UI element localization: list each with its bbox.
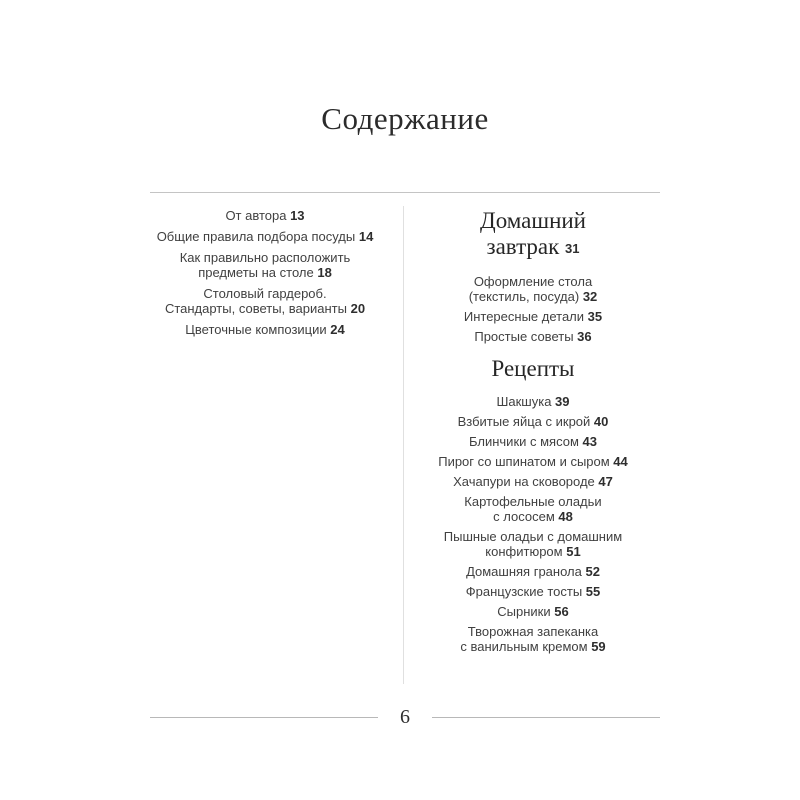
toc-line: От автора 13 <box>225 208 305 223</box>
toc-entry <box>145 250 385 280</box>
toc-page-number: 59 <box>591 639 606 654</box>
footer <box>150 706 660 728</box>
toc-line: Пышные оладьи с домашним <box>443 529 623 544</box>
section-heading <box>413 208 653 262</box>
page-title: Содержание <box>321 100 489 136</box>
toc-line: Домашний <box>480 208 586 233</box>
page-number: 6 <box>400 706 410 728</box>
toc-page-number: 13 <box>290 208 305 223</box>
toc-entry <box>413 604 653 619</box>
toc-page-number: 47 <box>598 474 613 489</box>
column-divider <box>403 206 404 684</box>
toc-page-number: 39 <box>555 394 570 409</box>
toc-line: Общие правила подбора посуды 14 <box>156 229 374 244</box>
toc-line: завтрак 31 <box>486 234 580 259</box>
toc-entry <box>145 286 385 316</box>
footer-rule-right <box>432 717 660 718</box>
toc-line: Творожная запеканка <box>467 624 599 639</box>
toc-page-number: 18 <box>317 265 332 280</box>
footer-rule-left <box>150 717 378 718</box>
toc-entry <box>413 329 653 344</box>
toc-entry <box>413 274 653 304</box>
toc-line: Шакшука 39 <box>496 394 570 409</box>
toc-line: с лососем 48 <box>493 509 573 524</box>
toc-entry <box>413 434 653 449</box>
toc-line: Сырники 56 <box>497 604 569 619</box>
toc-page-number: 14 <box>358 229 374 244</box>
toc-entry <box>413 529 653 559</box>
left-column <box>145 208 385 343</box>
toc-page-number: 52 <box>585 564 600 579</box>
toc-entry <box>413 309 653 324</box>
toc-entry <box>413 474 653 489</box>
toc-line: Стандарты, советы, варианты 20 <box>164 301 366 316</box>
toc-entry <box>413 494 653 524</box>
toc-page-number: 56 <box>554 604 569 619</box>
toc-entry <box>413 624 653 654</box>
toc-page-number: 55 <box>585 584 601 599</box>
toc-line: Простые советы 36 <box>474 329 592 344</box>
toc-entry <box>413 454 653 469</box>
toc-page-number: 43 <box>582 434 597 449</box>
toc-page-number: 24 <box>330 322 345 337</box>
toc-line: Рецепты <box>491 356 575 381</box>
toc-line: Как правильно расположить <box>179 250 351 265</box>
toc-page-number: 20 <box>350 301 366 316</box>
toc-entry <box>413 564 653 579</box>
toc-entry <box>413 394 653 409</box>
toc-line: Интересные детали 35 <box>463 309 603 324</box>
toc-line: Домашняя гранола 52 <box>466 564 600 579</box>
toc-line: Картофельные оладьи <box>464 494 602 509</box>
toc-page-number: 36 <box>577 329 592 344</box>
toc-line: (текстиль, посуда) 32 <box>468 289 598 304</box>
right-column <box>413 202 653 659</box>
toc-entry <box>145 208 385 223</box>
toc-line: Цветочные композиции 24 <box>185 322 345 337</box>
toc-page-number: 51 <box>566 544 581 559</box>
toc-page-number: 35 <box>587 309 603 324</box>
toc-entry <box>413 414 653 429</box>
toc-line: Столовый гардероб. <box>203 286 327 301</box>
toc-line: предметы на столе 18 <box>198 265 332 280</box>
toc-page-number: 32 <box>582 289 598 304</box>
toc-entry <box>145 322 385 337</box>
top-rule <box>150 192 660 193</box>
toc-entry <box>145 229 385 244</box>
toc-line: Оформление стола <box>473 274 593 289</box>
toc-page-number: 40 <box>593 414 609 429</box>
toc-line: Французские тосты 55 <box>465 584 601 599</box>
toc-line: Взбитые яйца с икрой 40 <box>457 414 609 429</box>
toc-line: конфитюром 51 <box>485 544 581 559</box>
toc-page-number: 31 <box>565 241 580 256</box>
toc-entry <box>413 584 653 599</box>
toc-line: с ванильным кремом 59 <box>460 639 606 654</box>
toc-page-number: 44 <box>613 454 628 469</box>
section-heading <box>413 356 653 382</box>
toc-page-number: 48 <box>558 509 573 524</box>
toc-line: Блинчики с мясом 43 <box>469 434 597 449</box>
toc-line: Хачапури на сковороде 47 <box>453 474 613 489</box>
toc-line: Пирог со шпинатом и сыром 44 <box>438 454 628 469</box>
